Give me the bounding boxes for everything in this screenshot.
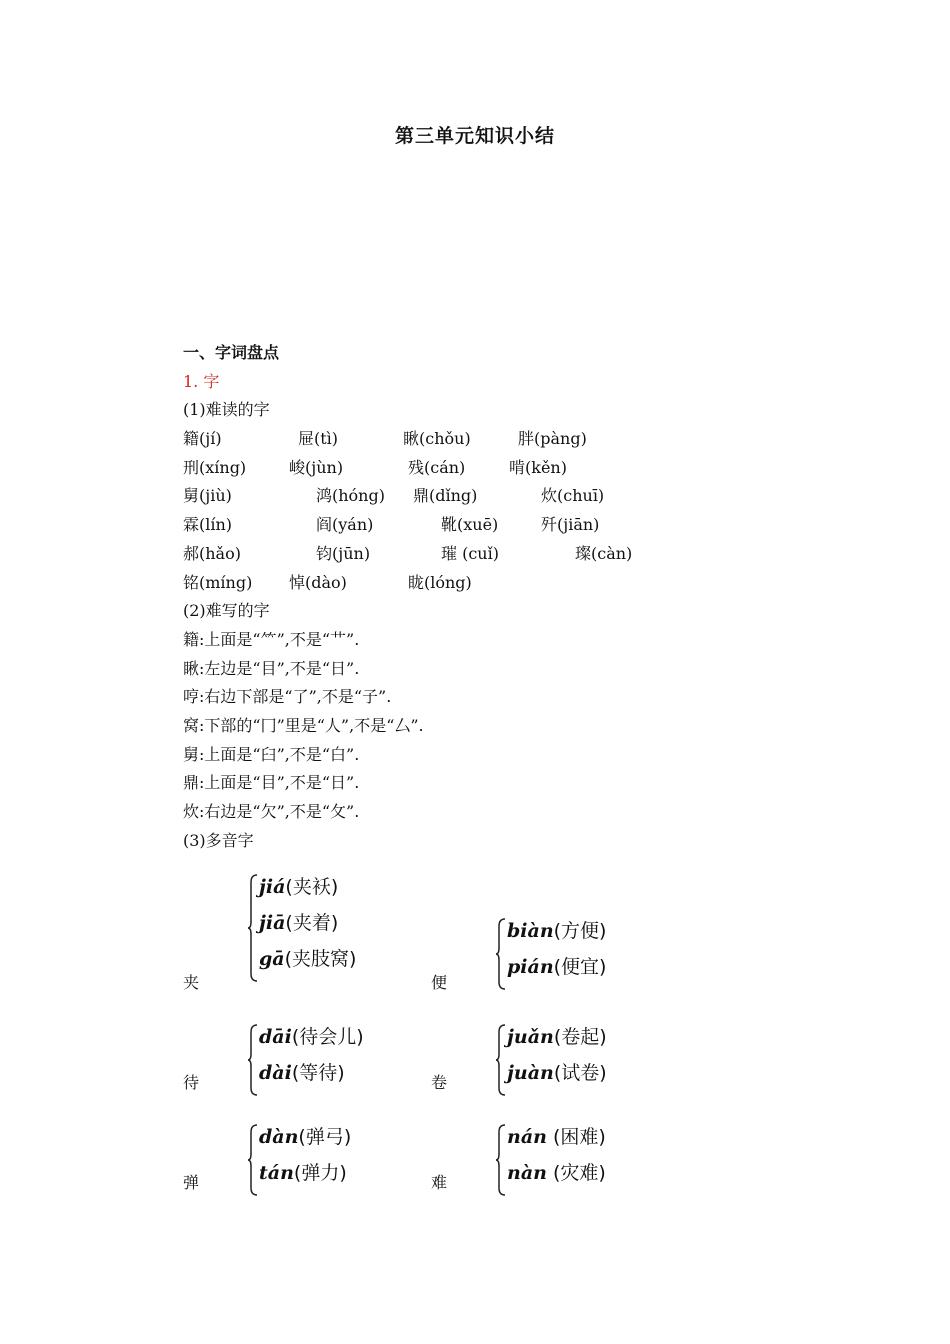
brace-icon bbox=[495, 918, 507, 990]
hard-read-item: 悼(dào) bbox=[289, 572, 347, 592]
hard-read-item: 瞅(chǒu) bbox=[403, 429, 471, 449]
pinyin: biàn bbox=[507, 920, 554, 942]
hard-read-row bbox=[183, 482, 783, 511]
hard-read-item: 炊(chuī) bbox=[541, 486, 605, 506]
hard-read-table bbox=[183, 425, 783, 597]
polyphone-char: 待 bbox=[183, 1073, 200, 1092]
hard-write-item: 瞅:左边是“目”,不是“日”. bbox=[183, 658, 360, 678]
polyphone-reading bbox=[507, 1158, 606, 1185]
hard-read-item: 胖(pàng) bbox=[518, 429, 587, 449]
brace-icon bbox=[247, 874, 259, 982]
hard-read-item: 峻(jùn) bbox=[289, 457, 344, 477]
polyphone-char: 弹 bbox=[183, 1173, 200, 1192]
hard-read-row bbox=[183, 425, 783, 454]
hard-read-item: 啃(kěn) bbox=[509, 457, 567, 477]
hard-read-item: 璀 (cuǐ) bbox=[441, 543, 499, 563]
example-word: (方便) bbox=[553, 920, 607, 942]
brace-icon bbox=[495, 1024, 507, 1096]
brace-icon bbox=[247, 1124, 259, 1196]
hard-write-item: 炊:右边是“欠”,不是“攵”. bbox=[183, 802, 360, 821]
page-title: 第三单元知识小结 bbox=[394, 125, 555, 147]
brace-icon bbox=[247, 1024, 259, 1096]
hard-read-item: 阎(yán) bbox=[316, 515, 374, 535]
section-heading: 一、字词盘点 bbox=[183, 343, 280, 362]
example-word: (便宜) bbox=[553, 956, 607, 978]
hard-read-item: 眬(lóng) bbox=[408, 572, 472, 592]
hard-read-row bbox=[183, 454, 783, 483]
polyphone-reading bbox=[507, 1022, 607, 1049]
pinyin: juàn bbox=[507, 1062, 554, 1084]
hard-read-item: 璨(càn) bbox=[575, 543, 633, 563]
pinyin: dài bbox=[259, 1062, 292, 1084]
hard-read-item: 籍(jí) bbox=[183, 429, 222, 449]
pinyin: gā bbox=[259, 948, 285, 970]
example-word: (等待) bbox=[291, 1062, 345, 1084]
example-word: (卷起) bbox=[553, 1026, 607, 1048]
hard-read-heading: (1)难读的字 bbox=[183, 400, 270, 420]
hard-read-item: 钧(jūn) bbox=[316, 543, 371, 563]
hard-write-heading: (2)难写的字 bbox=[183, 601, 270, 621]
polyphone-char: 卷 bbox=[431, 1073, 448, 1092]
polyphone-reading bbox=[507, 916, 606, 943]
hard-write-item: 舅:上面是“臼”,不是“白”. bbox=[183, 744, 360, 764]
polyphone-reading bbox=[259, 1122, 351, 1149]
hard-read-item: 靴(xuē) bbox=[441, 515, 499, 535]
hard-write-item: 籍:上面是“⺮”,不是“艹”. bbox=[183, 629, 360, 649]
pinyin: juǎn bbox=[507, 1026, 554, 1048]
example-word: (夹肢窝) bbox=[284, 948, 357, 970]
pinyin: jiā bbox=[259, 912, 286, 934]
hard-write-item: 哼:右边下部是“了”,不是“子”. bbox=[183, 687, 392, 707]
example-word: (困难) bbox=[546, 1126, 606, 1148]
hard-read-item: 霖(lín) bbox=[183, 515, 233, 535]
hard-read-row bbox=[183, 569, 783, 598]
hard-read-item: 歼(jiān) bbox=[541, 515, 600, 535]
example-word: (弹弓) bbox=[298, 1126, 352, 1148]
hard-write-item: 鼎:上面是“目”,不是“日”. bbox=[183, 773, 360, 793]
polyphone-char: 难 bbox=[431, 1173, 448, 1192]
hard-read-item: 屉(tì) bbox=[298, 429, 339, 449]
example-word: (夹袄) bbox=[285, 876, 339, 898]
pinyin: tán bbox=[259, 1162, 294, 1184]
polyphone-reading bbox=[507, 952, 606, 979]
polyphone-reading bbox=[259, 1158, 347, 1185]
hard-read-item: 舅(jiù) bbox=[183, 486, 232, 506]
polyphone-reading bbox=[507, 1122, 606, 1149]
pinyin: pián bbox=[507, 956, 554, 978]
hard-write-list bbox=[183, 626, 783, 827]
example-word: (灾难) bbox=[546, 1162, 606, 1184]
hard-read-item: 刑(xíng) bbox=[183, 457, 247, 477]
pinyin: nán bbox=[507, 1126, 547, 1148]
hard-write-item: 窝:下部的“冂”里是“人”,不是“厶”. bbox=[183, 715, 424, 735]
example-word: (弹力) bbox=[293, 1162, 347, 1184]
polyphone-reading bbox=[259, 1022, 364, 1049]
polyphone-reading bbox=[507, 1058, 607, 1085]
example-word: (夹着) bbox=[285, 912, 339, 934]
example-word: (待会儿) bbox=[291, 1026, 364, 1048]
hard-read-item: 残(cán) bbox=[408, 457, 466, 477]
polyphone-reading bbox=[259, 908, 338, 935]
pinyin: dāi bbox=[259, 1026, 292, 1048]
pinyin: nàn bbox=[507, 1162, 547, 1184]
hard-read-item: 铭(míng) bbox=[183, 572, 253, 592]
polyphone-reading bbox=[259, 944, 356, 971]
example-word: (试卷) bbox=[553, 1062, 607, 1084]
polyphone-reading bbox=[259, 1058, 345, 1085]
subsection-heading: 1. 字 bbox=[183, 371, 220, 391]
hard-read-row bbox=[183, 511, 783, 540]
content bbox=[183, 339, 783, 855]
polyphone-heading: (3)多音字 bbox=[183, 830, 254, 850]
brace-icon bbox=[495, 1124, 507, 1196]
polyphone-char: 夹 bbox=[183, 973, 200, 992]
polyphone-reading bbox=[259, 872, 338, 899]
hard-read-item: 郝(hǎo) bbox=[183, 543, 241, 563]
hard-read-item: 鸿(hóng) bbox=[316, 486, 385, 506]
hard-read-row bbox=[183, 540, 783, 569]
pinyin: jiá bbox=[259, 876, 286, 898]
pinyin: dàn bbox=[259, 1126, 299, 1148]
polyphone-char: 便 bbox=[431, 973, 448, 992]
hard-read-item: 鼎(dǐng) bbox=[413, 486, 478, 506]
